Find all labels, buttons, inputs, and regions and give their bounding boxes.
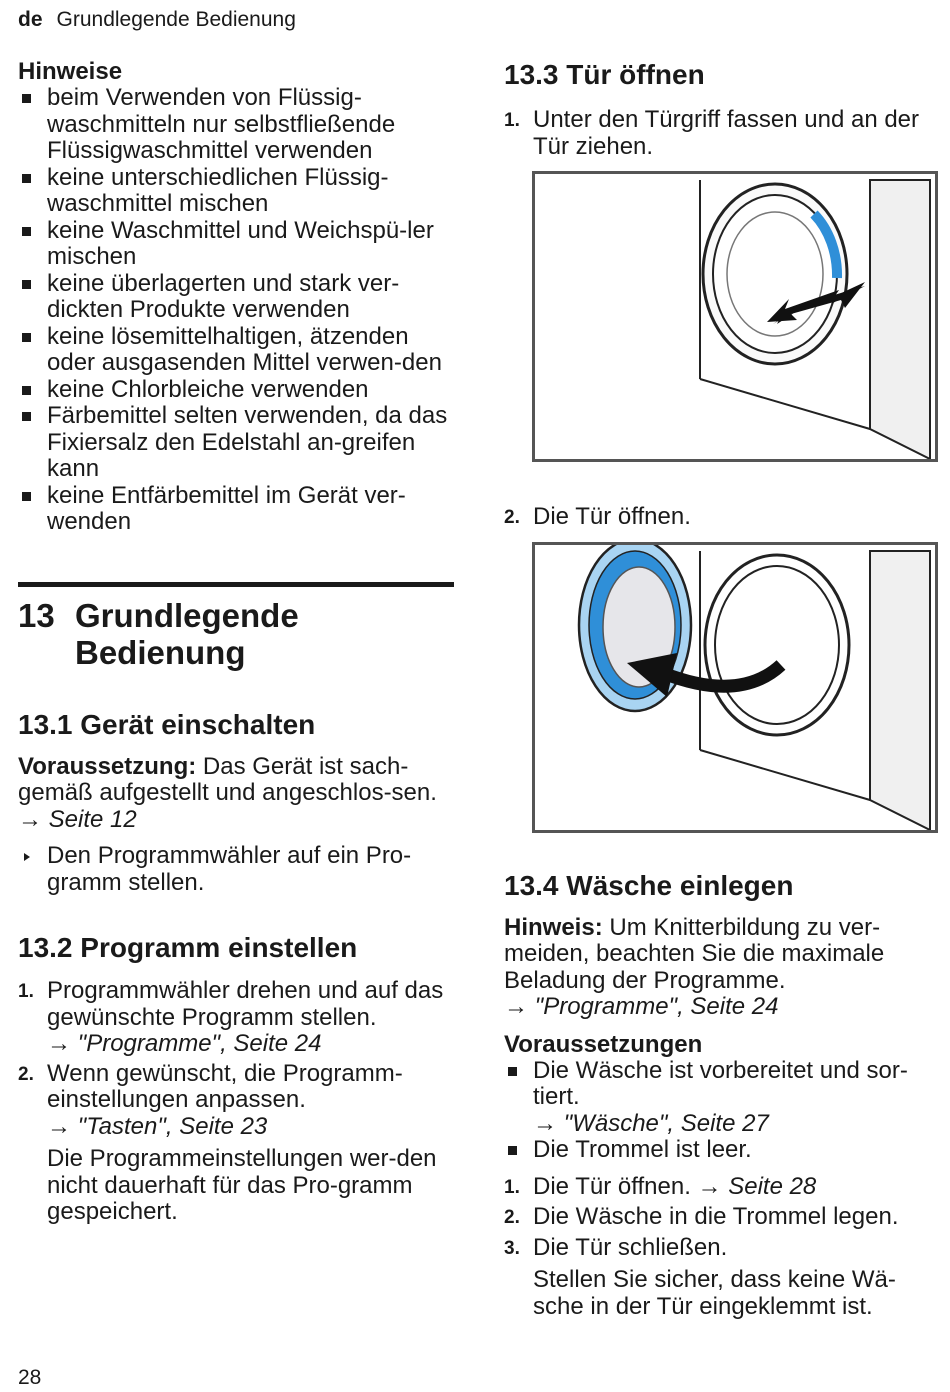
list-item: keine Chlorbleiche verwenden	[18, 377, 454, 404]
step-item	[504, 1174, 940, 1201]
arrow-right-icon: →	[47, 1112, 71, 1140]
step-item	[504, 1235, 940, 1262]
arrow-right-icon: →	[533, 1109, 557, 1137]
section-13-3-step-1	[504, 107, 940, 160]
reference-text: "Programme", Seite 24	[71, 1030, 322, 1057]
reference-text: "Programme", Seite 24	[528, 993, 779, 1020]
page-reference	[47, 1113, 267, 1140]
step-text: Die Tür öffnen.	[533, 1172, 698, 1200]
section-13-2-steps	[18, 978, 454, 1140]
list-item: keine Waschmittel und Weichspü-ler mischen	[18, 218, 454, 271]
hinweise-list	[18, 85, 454, 536]
list-item: keine Entfärbemittel im Gerät ver-wenden	[18, 483, 454, 536]
chapter-divider	[18, 582, 454, 587]
chapter-title	[18, 597, 454, 671]
hinweise-title: Hinweise	[18, 58, 123, 85]
step-text: Unter den Türgriff fassen und an der Tür ziehen.	[533, 106, 920, 160]
arrow-right-icon: →	[697, 1172, 722, 1200]
page-number: 28	[18, 1366, 42, 1389]
reference-text: Seite 28	[721, 1172, 817, 1200]
chapter-title-text: Grundlegende Bedienung	[75, 596, 299, 671]
section-13-1-prerequisite	[18, 754, 454, 834]
prerequisite-text: Das Gerät ist sach-gemäß aufgestellt und angeschlos-sen.	[18, 752, 437, 806]
step-number: 2.	[18, 1063, 34, 1085]
section-13-4-closing: Stellen Sie sicher, dass keine Wä-sche in der Tür eingeklemmt ist.	[533, 1266, 896, 1320]
arrow-right-icon: →	[18, 805, 42, 833]
figure-pull-door	[532, 171, 938, 462]
reference-text: Seite 12	[42, 805, 137, 833]
prerequisites-list	[504, 1058, 940, 1164]
left-column	[18, 56, 454, 1226]
section-13-2-note: Die Programmeinstellungen wer-den nicht dauerhaft für das Pro-gramm gespeichert.	[47, 1145, 437, 1225]
step-number: 1.	[504, 1176, 520, 1198]
prerequisites-title: Voraussetzungen	[504, 1030, 703, 1058]
section-13-3-title: 13.3 Tür öffnen	[504, 59, 705, 90]
section-13-4-steps	[504, 1174, 940, 1262]
step-item	[18, 978, 454, 1058]
step-number: 1.	[504, 110, 520, 131]
prerequisite-text: Die Wäsche ist vorbereitet und sor-tiert.	[533, 1056, 908, 1110]
list-item	[504, 1058, 940, 1138]
section-13-4-title: 13.4 Wäsche einlegen	[504, 869, 794, 901]
chapter-number: 13	[18, 596, 55, 634]
page-reference	[698, 1173, 817, 1200]
step-item	[504, 1204, 940, 1231]
page-reference	[47, 1030, 321, 1057]
list-item: keine überlagerten und stark ver-dickten Produkte verwenden	[18, 271, 454, 324]
language-code: de	[18, 8, 43, 31]
step-number: 1.	[18, 981, 34, 1002]
section-13-1-title: 13.1 Gerät einschalten	[18, 708, 316, 740]
step-number: 2.	[504, 507, 520, 528]
step-text: Programmwähler drehen und auf das gewünschte Programm stellen.	[47, 977, 444, 1031]
step-text: Wenn gewünscht, die Programm-einstellungen anpassen.	[47, 1059, 403, 1113]
step-item	[18, 1061, 454, 1141]
washing-machine-door-open-illustration	[535, 545, 935, 830]
step-number: 2.	[504, 1207, 520, 1228]
header-title: Grundlegende Bedienung	[56, 8, 296, 31]
arrow-right-icon: →	[504, 993, 528, 1020]
note-label: Hinweis:	[504, 913, 603, 941]
list-item: beim Verwenden von Flüssig-waschmitteln nur selbstfließende Flüssigwaschmittel verwenden	[18, 85, 454, 165]
prerequisite-label: Voraussetzung:	[18, 752, 197, 780]
step-item	[504, 504, 940, 531]
washing-machine-door-pull-illustration	[535, 174, 935, 459]
action-step: Den Programmwähler auf ein Pro-gramm stellen.	[18, 843, 454, 896]
note-text: Um Knitterbildung zu ver-meiden, beachten Sie die maximale Beladung der Programme.	[504, 913, 885, 994]
right-column	[504, 56, 940, 1320]
step-text: Die Tür öffnen.	[533, 503, 691, 530]
list-item: keine lösemittelhaltigen, ätzenden oder ausgasenden Mittel verwen-den	[18, 324, 454, 377]
step-number: 3.	[504, 1237, 520, 1259]
page-reference	[533, 1110, 769, 1137]
section-13-3-step-2	[504, 504, 940, 531]
reference-text: "Tasten", Seite 23	[71, 1112, 268, 1140]
section-13-2-title: 13.2 Programm einstellen	[18, 932, 358, 963]
list-item: Färbemittel selten verwenden, da das Fixiersalz den Edelstahl an-greifen kann	[18, 403, 454, 483]
figure-open-door	[532, 542, 938, 833]
section-13-4-note	[504, 915, 940, 1021]
step-text: Die Tür schließen.	[533, 1233, 728, 1261]
page-header	[18, 8, 296, 32]
step-text: Die Wäsche in die Trommel legen.	[533, 1203, 899, 1230]
list-item: Die Trommel ist leer.	[504, 1137, 940, 1164]
list-item: keine unterschiedlichen Flüssig-waschmittel mischen	[18, 165, 454, 218]
step-item	[504, 107, 940, 160]
page-reference	[18, 806, 137, 833]
arrow-right-icon: →	[47, 1030, 71, 1057]
page-reference	[504, 993, 778, 1020]
reference-text: "Wäsche", Seite 27	[557, 1109, 769, 1137]
